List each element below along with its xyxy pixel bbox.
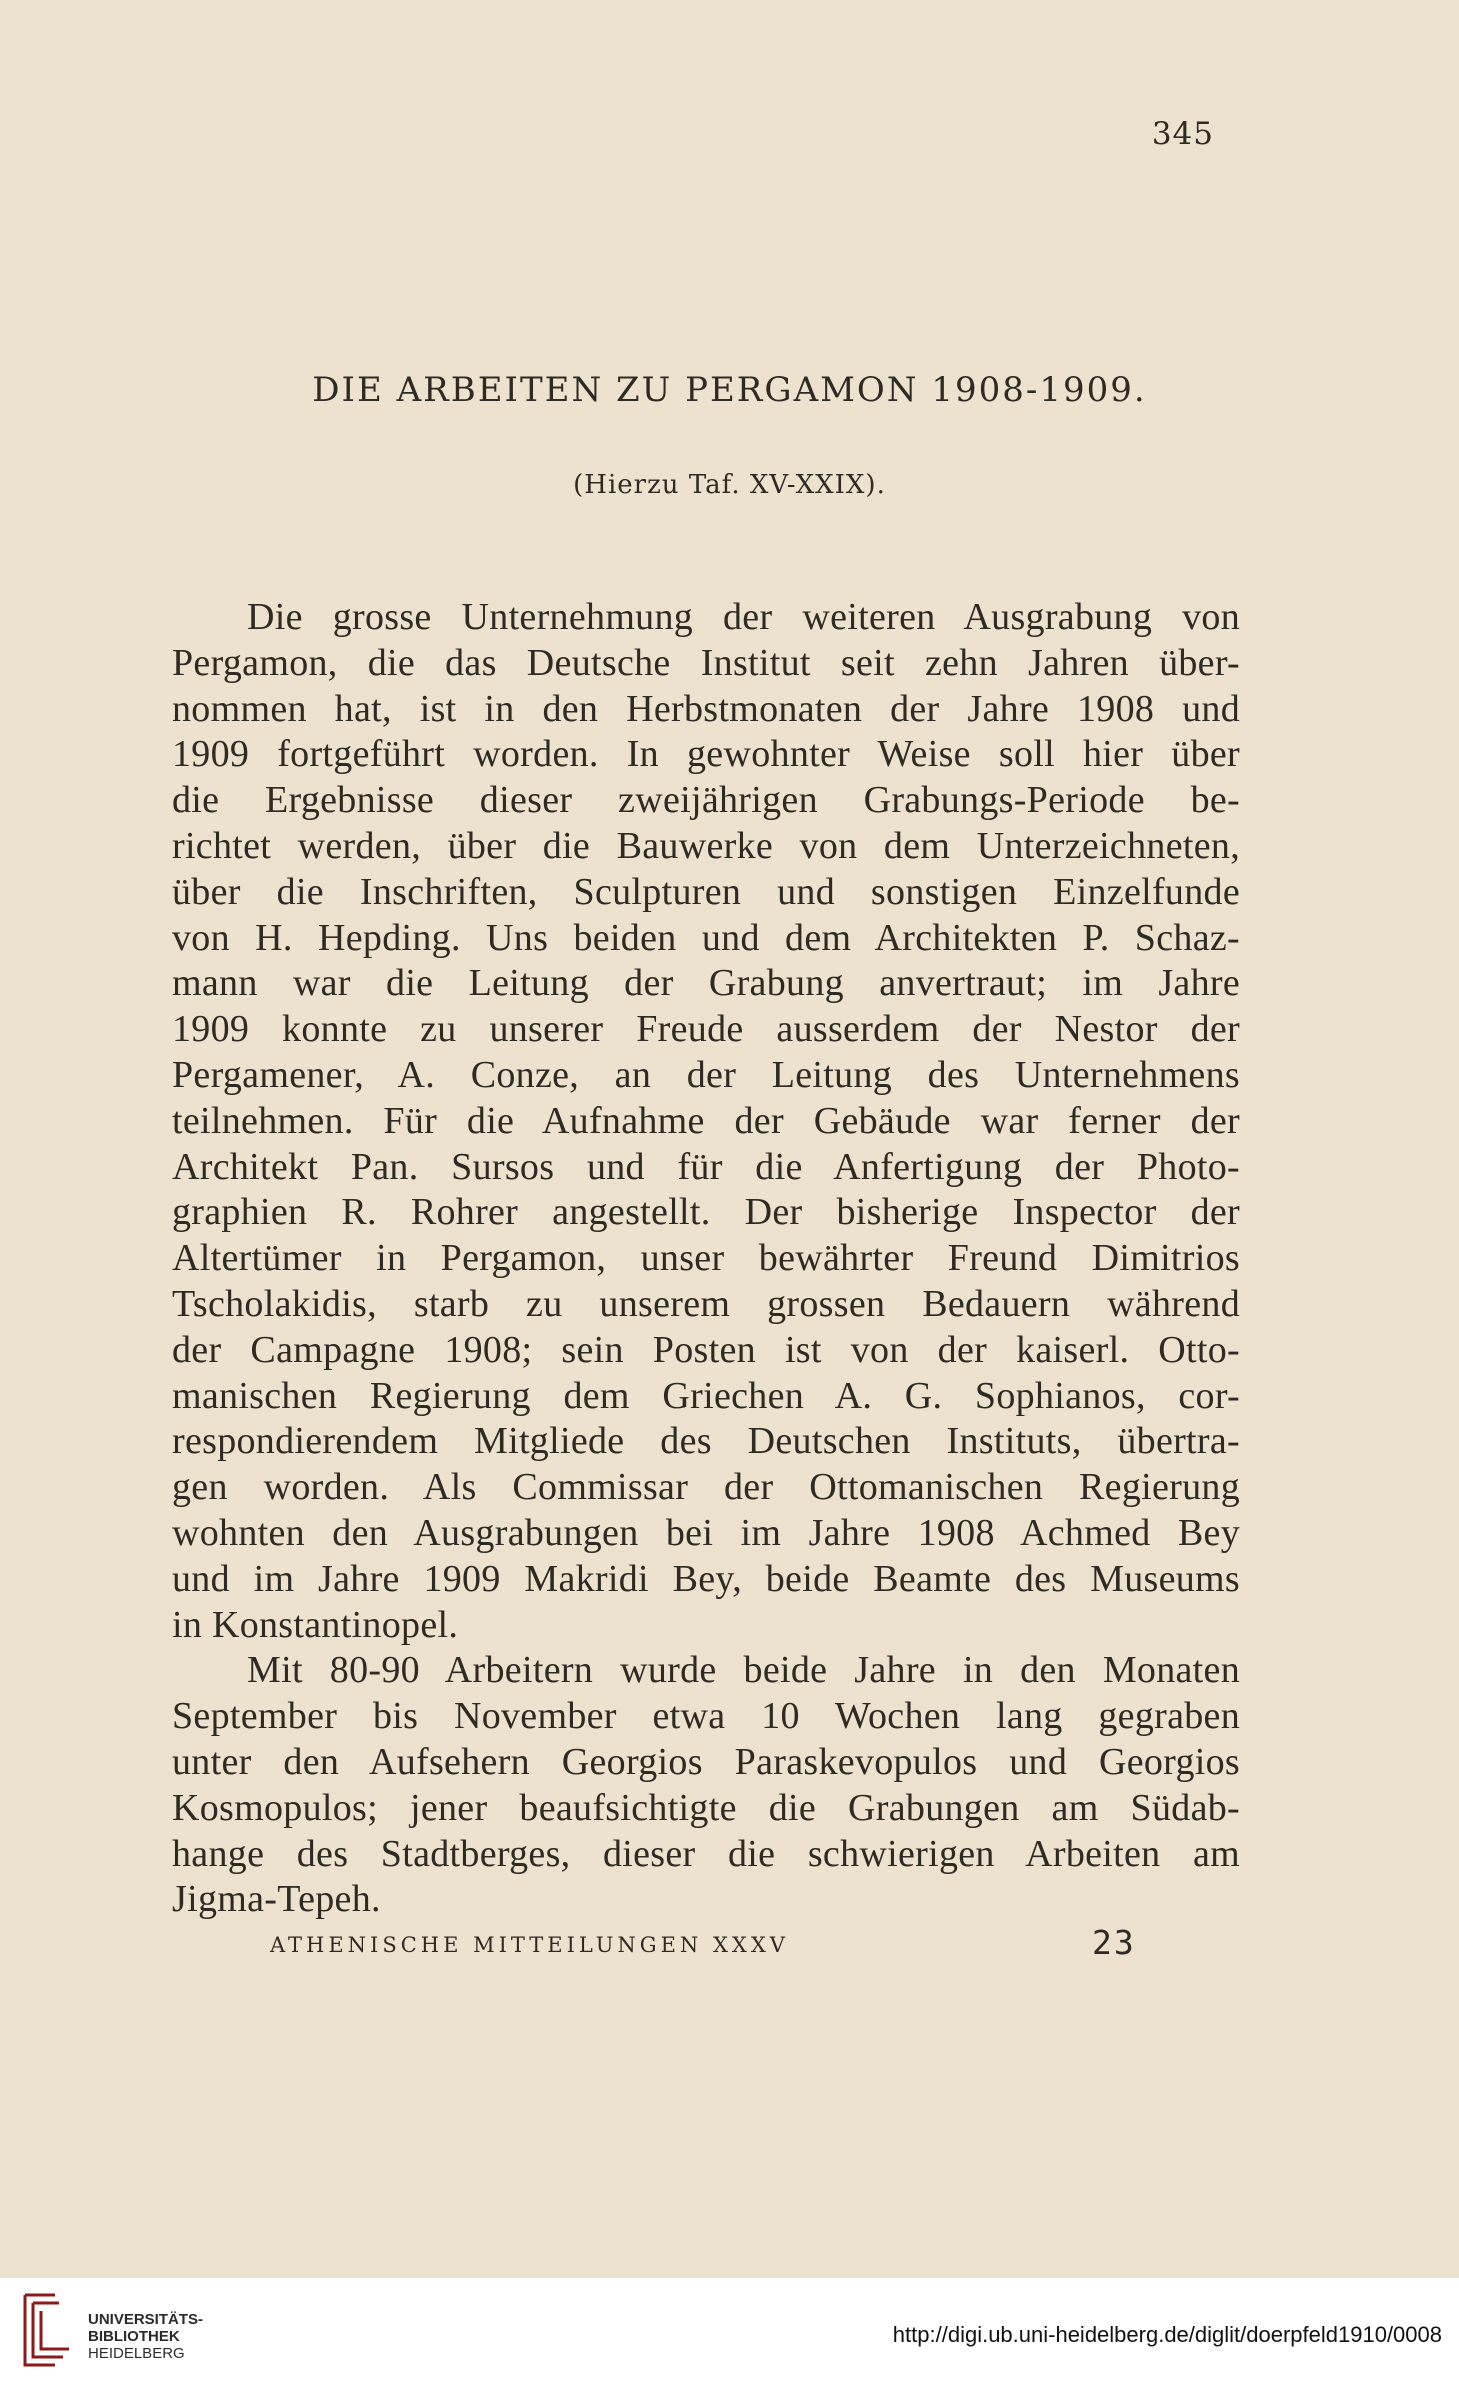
body-line: Kosmopulos; jener beaufsichtigte die Grabungen am Südab-	[172, 1786, 1240, 1829]
body-line: teilnehmen. Für die Aufnahme der Gebäude war ferner der	[172, 1099, 1240, 1142]
library-name-line: BIBLIOTHEK	[88, 2328, 180, 2345]
body-line: von H. Hepding. Uns beiden und dem Architekten P. Schaz-	[172, 916, 1240, 959]
body-line: in Konstantinopel.	[172, 1603, 459, 1646]
body-line: hange des Stadtberges, dieser die schwierigen Arbeiten am	[172, 1832, 1240, 1875]
page-number: 345	[1151, 116, 1214, 152]
library-name-line: HEIDELBERG	[88, 2345, 185, 2362]
body-line: die Ergebnisse dieser zweijährigen Grabungs-Periode be-	[172, 779, 1240, 822]
body-line: Altertümer in Pergamon, unser bewährter Freund Dimitrios	[172, 1237, 1240, 1280]
article-subtitle: (Hierzu Taf. XV-XXIX).	[573, 470, 886, 500]
body-line: Architekt Pan. Sursos und für die Anfertigung der Photo-	[172, 1145, 1240, 1188]
body-line: Jigma-Tepeh.	[172, 1878, 381, 1921]
body-line: 1909 konnte zu unserer Freude ausserdem der Nestor der	[172, 1008, 1240, 1051]
article-title: DIE ARBEITEN ZU PERGAMON 1908-1909.	[312, 370, 1147, 410]
body-line: nommen hat, ist in den Herbstmonaten der Jahre 1908 und	[172, 687, 1240, 730]
body-line: über die Inschriften, Sculpturen und sonstigen Einzelfunde	[172, 870, 1240, 913]
body-line: mann war die Leitung der Grabung anvertraut; im Jahre	[172, 962, 1240, 1005]
body-line: Mit 80-90 Arbeitern wurde beide Jahre in den Monaten	[247, 1649, 1240, 1692]
body-line: der Campagne 1908; sein Posten ist von der kaiserl. Otto-	[172, 1328, 1240, 1371]
body-line: Die grosse Unternehmung der weiteren Ausgrabung von	[247, 596, 1240, 638]
body-line: Pergamener, A. Conze, an der Leitung des Unternehmens	[172, 1053, 1240, 1096]
university-library-logo-icon	[15, 2285, 75, 2375]
body-line: und im Jahre 1909 Makridi Bey, beide Beamte des Museums	[172, 1557, 1240, 1600]
body-line: 1909 fortgeführt worden. In gewohnter Weise soll hier über	[172, 733, 1240, 776]
source-url-link[interactable]: http://digi.ub.uni-heidelberg.de/diglit/doerpfeld1910/0008	[892, 2322, 1442, 2347]
body-line: manischen Regierung dem Griechen A. G. Sophianos, cor-	[172, 1374, 1240, 1417]
running-foot: ATHENISCHE MITTEILUNGEN XXXV	[270, 1933, 789, 1957]
body-line: respondierendem Mitgliede des Deutschen Instituts, übertra-	[172, 1420, 1240, 1463]
body-line: gen worden. Als Commissar der Ottomanischen Regierung	[172, 1466, 1240, 1509]
body-text	[172, 595, 1240, 1923]
body-line: Pergamon, die das Deutsche Institut seit zehn Jahren über-	[172, 641, 1240, 684]
body-line: wohnten den Ausgrabungen bei im Jahre 1908 Achmed Bey	[172, 1511, 1240, 1554]
body-line: richtet werden, über die Bauwerke von dem Unterzeichneten,	[172, 824, 1240, 867]
body-line: September bis November etwa 10 Wochen lang gegraben	[172, 1695, 1240, 1738]
library-name	[88, 2311, 203, 2362]
library-name-line: UNIVERSITÄTS-	[88, 2311, 204, 2328]
signature-mark: 23	[1092, 1923, 1136, 1962]
body-line: unter den Aufsehern Georgios Paraskevopulos und Georgios	[172, 1740, 1240, 1783]
body-line: Tscholakidis, starb zu unserem grossen Bedauern während	[172, 1282, 1240, 1325]
body-line: graphien R. Rohrer angestellt. Der bisherige Inspector der	[172, 1191, 1240, 1234]
